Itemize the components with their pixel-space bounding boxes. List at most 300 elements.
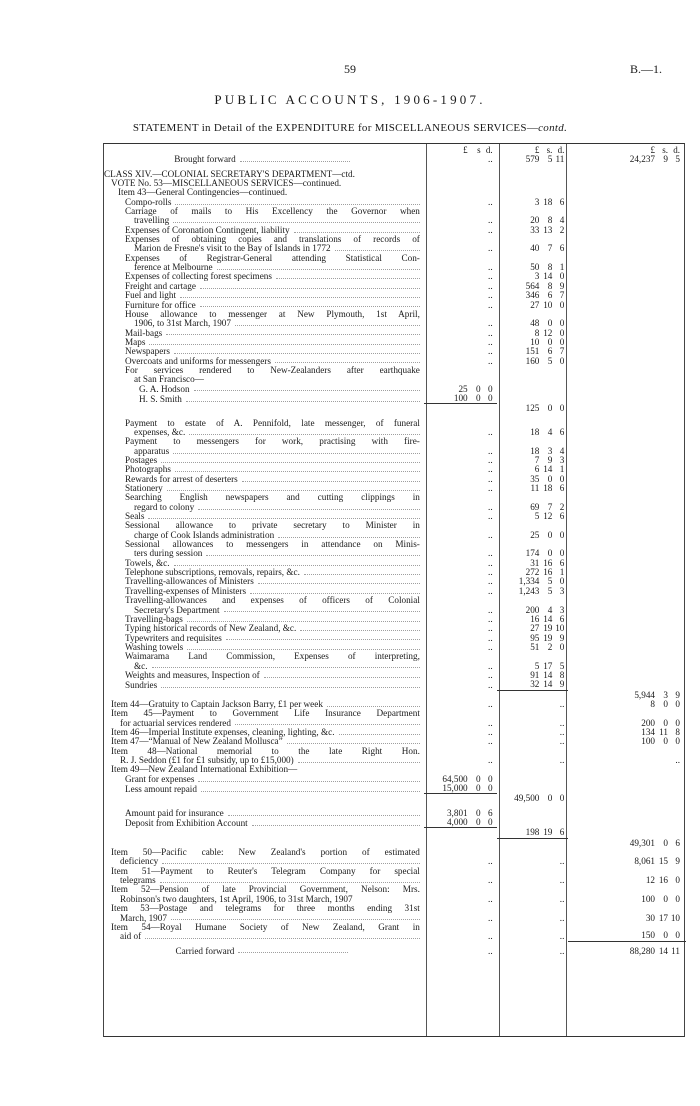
table-row [104, 512, 686, 521]
nil-dots: .. [559, 912, 565, 923]
description-line [104, 819, 420, 828]
row-description [104, 301, 424, 310]
table-row [104, 737, 686, 746]
statement-main: STATEMENT in Detail of the EXPENDITURE for MISCELLANEOUS SERVICES— [132, 122, 539, 134]
amount-cell [497, 932, 569, 941]
description-line [104, 272, 420, 281]
description-line [104, 329, 420, 338]
pence: 1 [559, 464, 565, 475]
description-text: Grant for expenses [125, 774, 195, 784]
pounds: 579 [525, 154, 540, 165]
description-text: Expenses of collecting forest specimens [125, 272, 272, 282]
pence: 4 [559, 215, 565, 226]
row-description [104, 728, 424, 737]
description-line [104, 282, 420, 291]
shillings: 15 [658, 856, 668, 867]
amount-cell [424, 857, 497, 866]
description-text: Item 46—Imperial Institute expenses, cleaning, lighting, &c. [111, 727, 335, 737]
amount-cell [424, 932, 497, 941]
description-line [104, 634, 420, 643]
pounds: 88,280 [629, 945, 655, 956]
description-text: ference at Melbourne [134, 263, 213, 273]
nil-dots: .. [488, 613, 493, 624]
expenditure-table [103, 143, 685, 1037]
pounds: 8 [650, 698, 655, 709]
description-line [104, 876, 420, 885]
pence: 5 [559, 660, 565, 671]
amount-cell [424, 272, 497, 281]
shillings: 13 [543, 224, 553, 235]
description-line: Item 53—Postage and telegrams for three months ending 31st [111, 904, 420, 914]
table-row [104, 493, 686, 512]
row-description [104, 170, 424, 179]
nil-dots: .. [488, 567, 493, 578]
shillings: 0 [663, 698, 668, 709]
dot-leader [287, 737, 420, 744]
shillings: 5 [547, 355, 553, 366]
shillings: 0 [547, 403, 553, 414]
dot-leader [304, 568, 420, 575]
description-line [104, 385, 420, 394]
pence: 6 [488, 807, 493, 818]
description-line [104, 785, 420, 794]
description-line: Item 50—Pacific cable: New Zealand's portion of estimated [111, 848, 420, 858]
amount-cell [497, 263, 569, 272]
dot-leader [174, 559, 420, 566]
description-text: Washing towels [125, 642, 184, 652]
amount-cell [568, 931, 686, 941]
pence: 6 [559, 483, 565, 494]
nil-dots: .. [488, 426, 493, 437]
description-text: Furniture for office [125, 300, 196, 310]
description-line [104, 775, 420, 784]
amount-cell [497, 456, 569, 465]
pence: 4 [559, 445, 565, 456]
description-line [104, 671, 420, 680]
description-text: expenses, &c. [134, 427, 186, 437]
amount-cell [497, 700, 569, 709]
description-line [104, 857, 420, 866]
shillings: 8 [547, 280, 553, 291]
shillings: 14 [543, 271, 553, 282]
shillings: 14 [543, 613, 553, 624]
dot-leader [174, 347, 420, 354]
dot-leader [200, 301, 420, 308]
description-text: apparatus [134, 446, 170, 456]
nil-dots: .. [488, 355, 493, 366]
table-row [104, 540, 686, 559]
amount-cell [568, 947, 686, 956]
shillings: 0 [547, 793, 553, 804]
nil-dots: .. [488, 511, 493, 522]
shillings: 0 [663, 893, 668, 904]
nil-dots: .. [488, 698, 493, 709]
amount-cell [424, 503, 497, 512]
nil-dots: .. [488, 641, 493, 652]
row-description [104, 568, 424, 577]
description-line: Payment to estate of A. Pennifold, late messenger, of funeral [125, 418, 420, 428]
pounds: 95 [530, 632, 540, 643]
nil-dots: .. [488, 290, 493, 301]
table-row [104, 568, 686, 577]
description-text: Marion de Fresne's visit to the Bay of Islands in 1772 [134, 244, 331, 254]
dot-leader [162, 857, 420, 864]
description-line [104, 465, 420, 474]
description-line: Expenses of Registrar-General attending Statistical Con- [125, 253, 420, 263]
description-text: Stationery [125, 484, 163, 494]
pounds: 50 [530, 262, 540, 273]
amount-cell [424, 244, 497, 253]
nil-dots: .. [488, 931, 493, 942]
row-description [104, 775, 424, 784]
amount-cell [497, 680, 569, 690]
description-text: Telephone subscriptions, removals, repairs, &c. [125, 568, 300, 578]
shillings: 0 [476, 773, 481, 784]
amount-cell [497, 728, 569, 737]
amount-cell [568, 737, 686, 746]
shillings: 0 [476, 783, 481, 794]
description-text: Item 49—New Zealand International Exhibition— [111, 765, 298, 775]
pence: 6 [559, 426, 565, 437]
nil-dots: .. [488, 623, 493, 634]
pence: 6 [559, 557, 565, 568]
row-description [104, 395, 424, 404]
description-text: Towels, &c. [125, 558, 170, 568]
pence: 0 [559, 299, 565, 310]
description-line [104, 226, 420, 235]
dot-leader [173, 447, 420, 454]
pence: 0 [675, 893, 680, 904]
shillings: 0 [476, 392, 481, 403]
amount-cell [568, 756, 686, 765]
shillings: 0 [663, 930, 668, 941]
description-text: Fuel and light [125, 291, 177, 301]
pounds: 8 [534, 327, 540, 338]
nil-dots: .. [488, 945, 493, 956]
amount-cell [424, 728, 497, 737]
description-text: charge of Cook Islands administration [134, 530, 275, 540]
table-row [104, 366, 686, 385]
table-row [104, 848, 686, 867]
amount-cell [497, 828, 569, 838]
description-line [104, 375, 420, 384]
table-row [104, 282, 686, 291]
amount-cell [424, 428, 497, 437]
pence: 0 [675, 698, 680, 709]
amount-cell [424, 347, 497, 356]
row-description [104, 700, 424, 709]
pounds: 174 [525, 548, 540, 559]
shillings: 5 [547, 576, 553, 587]
pence: 6 [559, 196, 565, 207]
nil-dots: .. [488, 154, 493, 165]
description-text: Seals [125, 512, 145, 522]
statement-suffix: contd. [538, 122, 568, 134]
pence: 7 [559, 290, 565, 301]
pounds: 100 [641, 736, 655, 747]
shillings: 16 [543, 557, 553, 568]
pounds: 20 [530, 215, 540, 226]
row-description [104, 329, 424, 338]
table-row [104, 904, 686, 923]
description-line: Sessional allowances to messengers in attendance on Minis- [125, 540, 420, 550]
pounds: 18 [530, 426, 540, 437]
pounds: 5 [534, 511, 540, 522]
nil-dots: .. [675, 755, 680, 765]
pence: 9 [675, 689, 680, 700]
table-row [104, 310, 686, 329]
description-text: Weights and measures, Inspection of [125, 670, 260, 680]
amount-cell [497, 719, 569, 728]
table-row [104, 700, 686, 709]
shillings: 8 [547, 262, 553, 273]
table-row [104, 385, 686, 394]
description-text: Freight and cartage [125, 281, 196, 291]
amount-cell [568, 728, 686, 737]
nil-dots: .. [488, 717, 493, 728]
nil-dots: .. [559, 726, 565, 737]
pounds: 272 [525, 567, 540, 578]
row-description [104, 587, 424, 596]
description-text: Item 44—Gratuity to Captain Jackson Barry, £1 per week [111, 699, 323, 709]
shillings: 2 [547, 641, 553, 652]
description-line [104, 606, 420, 615]
row-description [104, 357, 424, 366]
row-description [104, 465, 424, 474]
table-row [104, 867, 686, 886]
amount-cell [497, 198, 569, 207]
shillings: 0 [476, 383, 481, 394]
shillings: 16 [543, 567, 553, 578]
table-row [104, 301, 686, 310]
table-row [104, 559, 686, 568]
shillings: 0 [663, 736, 668, 747]
amount-cell [497, 587, 569, 596]
shillings: 0 [476, 807, 481, 818]
dot-leader [298, 756, 420, 763]
table-row [104, 947, 686, 956]
pounds: 10 [530, 336, 540, 347]
amount-cell [568, 895, 686, 904]
table-row [104, 794, 686, 803]
pounds: 134 [641, 726, 655, 737]
row-description [104, 484, 424, 493]
amount-cell [497, 503, 569, 512]
amount-cell [497, 244, 569, 253]
amount-cell [424, 394, 497, 404]
pence: 0 [559, 336, 565, 347]
pounds: 15,000 [442, 783, 468, 794]
description-line [104, 624, 420, 633]
document-reference: B.—1. [630, 62, 663, 76]
description-line [104, 503, 420, 512]
table-row [104, 419, 686, 438]
amount-cell [424, 587, 497, 596]
pounds: 27 [530, 299, 540, 310]
description-text: Typing historical records of New Zealand, &c. [125, 624, 297, 634]
shillings: 7 [547, 501, 553, 512]
nil-dots: .. [488, 755, 493, 765]
amount-cell [424, 484, 497, 493]
description-line [104, 484, 420, 493]
pounds: 200 [525, 604, 540, 615]
nil-dots: .. [488, 501, 493, 512]
pounds: 5,944 [634, 689, 655, 700]
nil-dots: .. [559, 893, 565, 904]
table-row [104, 828, 686, 838]
description-text: Expenses of Coronation Contingent, liability [125, 225, 290, 235]
amount-cell [497, 531, 569, 540]
nil-dots: .. [488, 464, 493, 475]
amount-cell [424, 155, 497, 164]
amount-cell [497, 484, 569, 493]
description-line: Waimarama Land Commission, Expenses of interpreting, [125, 652, 420, 662]
description-text: CLASS XIV.—COLONIAL SECRETARY'S DEPARTMENT—ctd. [104, 169, 355, 179]
amount-cell [497, 301, 569, 310]
amount-cell [497, 876, 569, 885]
table-row [104, 291, 686, 300]
row-description [104, 512, 424, 521]
dot-leader [240, 155, 350, 162]
description-text: &c. [134, 661, 148, 671]
nil-dots: .. [559, 698, 565, 709]
dot-leader [187, 615, 420, 622]
pence: 0 [559, 641, 565, 652]
pence: 6 [559, 827, 565, 838]
shillings: 11 [659, 726, 668, 737]
amount-cell [568, 700, 686, 709]
pounds: £ [650, 145, 655, 155]
amount-cell [424, 662, 497, 671]
amount-cell [568, 155, 686, 164]
description-text: 1906, to 31st March, 1907 [134, 319, 231, 329]
pence: d. [485, 145, 493, 155]
amount-cell [424, 338, 497, 347]
amount-cell [424, 756, 497, 765]
amount-cell [424, 947, 497, 956]
pence: d. [557, 145, 565, 155]
amount-cell [568, 691, 686, 700]
description-text: Sundries [125, 681, 158, 691]
description-line [104, 301, 420, 310]
pounds: 1,243 [518, 585, 540, 596]
dot-leader [258, 577, 420, 584]
shillings: 14 [658, 945, 668, 956]
table-row [104, 775, 686, 784]
row-description [104, 188, 424, 197]
column-header-row [104, 146, 686, 155]
amount-cell [497, 155, 569, 164]
dot-leader [148, 512, 419, 519]
shillings: 17 [543, 660, 553, 671]
description-line [104, 475, 420, 484]
table-row [104, 680, 686, 690]
amount-cell [497, 226, 569, 235]
row-description [104, 809, 424, 818]
description-line: Item 45—Payment to Government Life Insurance Department [111, 709, 420, 719]
pounds: 27 [530, 623, 540, 634]
dot-leader [217, 263, 420, 270]
nil-dots: .. [488, 529, 493, 540]
description-text: H. S. Smith [139, 394, 182, 404]
amount-cell [424, 719, 497, 728]
dot-leader [201, 785, 420, 792]
table-row [104, 671, 686, 680]
amount-cell [424, 357, 497, 366]
row-description [104, 310, 424, 329]
nil-dots: .. [488, 224, 493, 235]
pence: 9 [675, 856, 680, 867]
row-description [104, 671, 424, 680]
nil-dots: .. [488, 318, 493, 329]
pounds: 40 [530, 243, 540, 254]
description-line [104, 728, 420, 737]
amount-cell [424, 914, 497, 923]
description-line [104, 512, 420, 521]
row-description [104, 347, 424, 356]
pounds: 51 [530, 641, 540, 652]
pounds: 18 [530, 445, 540, 456]
amount-cell [424, 876, 497, 885]
row-description [104, 596, 424, 615]
description-line [104, 263, 420, 272]
dot-leader [228, 809, 420, 816]
nil-dots: .. [559, 856, 565, 867]
description-line [104, 568, 420, 577]
dot-leader [276, 272, 420, 279]
shillings: 6 [547, 346, 553, 357]
dot-leader [175, 465, 420, 472]
pence: 0 [559, 576, 565, 587]
shillings: 5 [547, 585, 553, 596]
shillings: 0 [547, 318, 553, 329]
amount-cell [424, 263, 497, 272]
table-row [104, 596, 686, 615]
pence: 10 [670, 912, 680, 923]
row-description [104, 235, 424, 254]
pounds: 198 [525, 827, 540, 838]
pence: 0 [675, 930, 680, 941]
table-row [104, 643, 686, 652]
pence: 0 [559, 271, 565, 282]
shillings: 14 [543, 464, 553, 475]
dot-leader [250, 587, 420, 594]
row-description [104, 291, 424, 300]
dot-leader [226, 634, 420, 641]
description-text: travelling [134, 216, 170, 226]
description-text: Item 43—General Contingencies—continued. [118, 188, 288, 198]
amount-cell [424, 615, 497, 624]
description-text: Postages [125, 456, 158, 465]
pence: 0 [559, 327, 565, 338]
description-line [104, 428, 420, 437]
shillings: 0 [663, 717, 668, 728]
row-description [104, 437, 424, 456]
amount-cell [497, 737, 569, 746]
nil-dots: .. [488, 455, 493, 465]
description-line [104, 719, 420, 728]
pence: 3 [559, 585, 565, 596]
dot-leader [200, 282, 420, 289]
pounds: 564 [525, 280, 540, 291]
table-row [104, 818, 686, 828]
shillings: 0 [547, 529, 553, 540]
amount-cell [497, 914, 569, 923]
nil-dots: .. [488, 243, 493, 254]
shillings: 10 [543, 299, 553, 310]
shillings: s. [662, 145, 668, 155]
amount-cell [424, 282, 497, 291]
